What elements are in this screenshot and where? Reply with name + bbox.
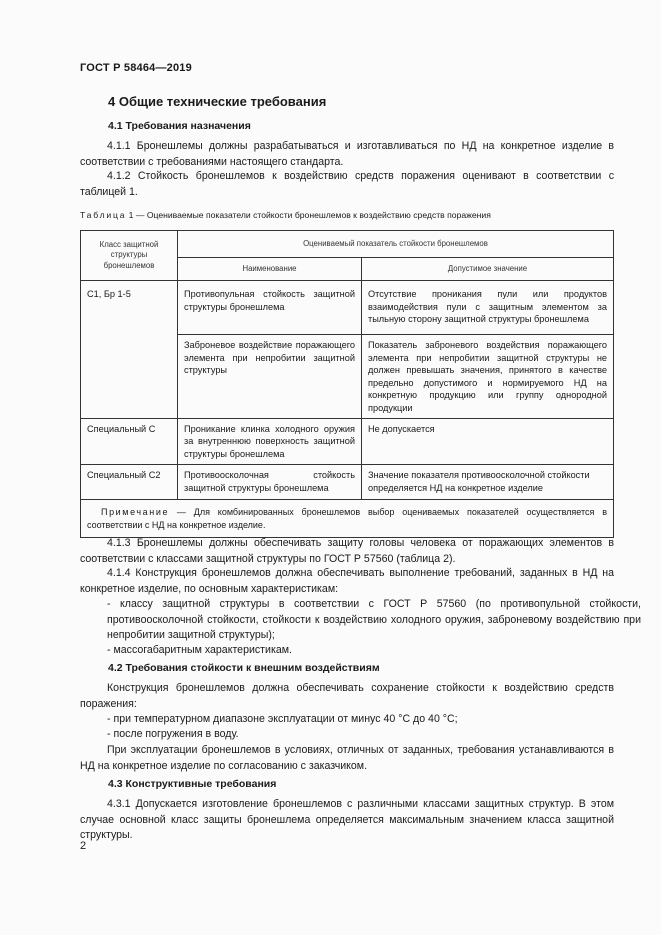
section-4-2-title: 4.2 Требования стойкости к внешним воздействиям	[108, 662, 380, 674]
note-label: Примечание	[101, 506, 170, 517]
list-item: - при температурном диапазоне эксплуатации от минус 40 °С до 40 °С;	[107, 713, 458, 725]
list-item: - массогабаритным характеристикам.	[107, 644, 292, 656]
list-item: - классу защитной структуры в соответствии с ГОСТ Р 57560 (по противопульной стойкости, противоосколочной стойкости, стойкости к воздействию холодного оружия, заброневому воздействию при непробитии защитной структуры);	[107, 598, 641, 642]
document-header: ГОСТ Р 58464—2019	[80, 62, 192, 74]
section-4-title: 4 Общие технические требования	[108, 94, 327, 109]
paragraph-4-2-body: Конструкция бронешлемов должна обеспечивать сохранение стойкости к воздействию средств поражения:	[80, 682, 614, 710]
list-item: - после погружения в воду.	[107, 728, 239, 740]
cell-value: Не допускается	[362, 418, 614, 465]
paragraph-4-1-1: 4.1.1 Бронешлемы должны разрабатываться и изготавливаться по НД на конкретное изделие в соответствии с требованиями настоящего стандарта.	[80, 140, 614, 168]
section-4-1-title: 4.1 Требования назначения	[108, 120, 251, 132]
paragraph-4-1-4: 4.1.4 Конструкция бронешлемов должна обеспечивать выполнение требований, заданных в НД на конкретное изделие, по основным характеристикам:	[80, 567, 614, 595]
table-caption-text: 1 — Оцениваемые показатели стойкости бронешлемов к воздействию средств поражения	[126, 210, 491, 220]
table-row	[81, 418, 614, 465]
cell-value: Отсутствие проникания пули или продуктов взаимодействия пули с защитным элементом за тыльную сторону защитной структуры бронешлема	[362, 281, 614, 335]
cell-class: Специальный С2	[81, 465, 178, 499]
table-caption-label: Таблица	[80, 210, 127, 220]
paragraph-4-2-conditions: При эксплуатации бронешлемов в условиях, отличных от заданных, требования устанавливаются в НД на конкретное изделие по согласованию с заказчиком.	[80, 744, 614, 772]
cell-value: Значение показателя противоосколочной стойкости определяется НД на конкретное изделие	[362, 465, 614, 499]
header-indicator: Оцениваемый показатель стойкости бронешлемов	[178, 231, 614, 258]
requirements-table	[80, 230, 614, 538]
paragraph-4-1-3: 4.1.3 Бронешлемы должны обеспечивать защиту головы человека от поражающих элементов в соответствии с классами защитной структуры по ГОСТ Р 57560 (таблица 2).	[80, 537, 614, 565]
table-caption	[80, 210, 491, 220]
note-text: — Для комбинированных бронешлемов выбор оцениваемых показателей осуществляется в соответствии с НД на конкретное изделие.	[87, 506, 607, 530]
cell-name: Проникание клинка холодного оружия за внутреннюю поверхность защитной структуры бронешлема	[178, 418, 362, 465]
header-class: Класс защитной структуры бронешлемов	[81, 231, 178, 281]
paragraph-4-1-2: 4.1.2 Стойкость бронешлемов к воздействию средств поражения оценивают в соответствии с таблицей 1.	[80, 170, 614, 198]
cell-class: С1, Бр 1-5	[81, 281, 178, 419]
cell-value: Показатель заброневого воздействия поражающего элемента при непробитии защитной структуры не должен превышать значения, принятого в качестве предельно допустимого и нормируемого НД на конкретную продукцию или группу однородной продукции	[362, 335, 614, 419]
table-note-row	[81, 499, 614, 537]
table-row	[81, 281, 614, 335]
paragraph-4-3-1: 4.3.1 Допускается изготовление бронешлемов с различными классами защитных структур. В этом случае основной класс защиты бронешлема определяется максимальным значением класса защитной структуры.	[80, 798, 614, 842]
header-name: Наименование	[178, 258, 362, 281]
section-4-3-title: 4.3 Конструктивные требования	[108, 778, 277, 790]
table-note	[81, 499, 614, 537]
cell-name: Противопульная стойкость защитной структуры бронешлема	[178, 281, 362, 335]
header-value: Допустимое значение	[362, 258, 614, 281]
page-number: 2	[80, 840, 87, 852]
cell-class: Специальный С	[81, 418, 178, 465]
cell-name: Заброневое воздействие поражающего элемента при непробитии защитной структуры	[178, 335, 362, 419]
cell-name: Противоосколочная стойкость защитной структуры бронешлема	[178, 465, 362, 499]
table-row	[81, 465, 614, 499]
